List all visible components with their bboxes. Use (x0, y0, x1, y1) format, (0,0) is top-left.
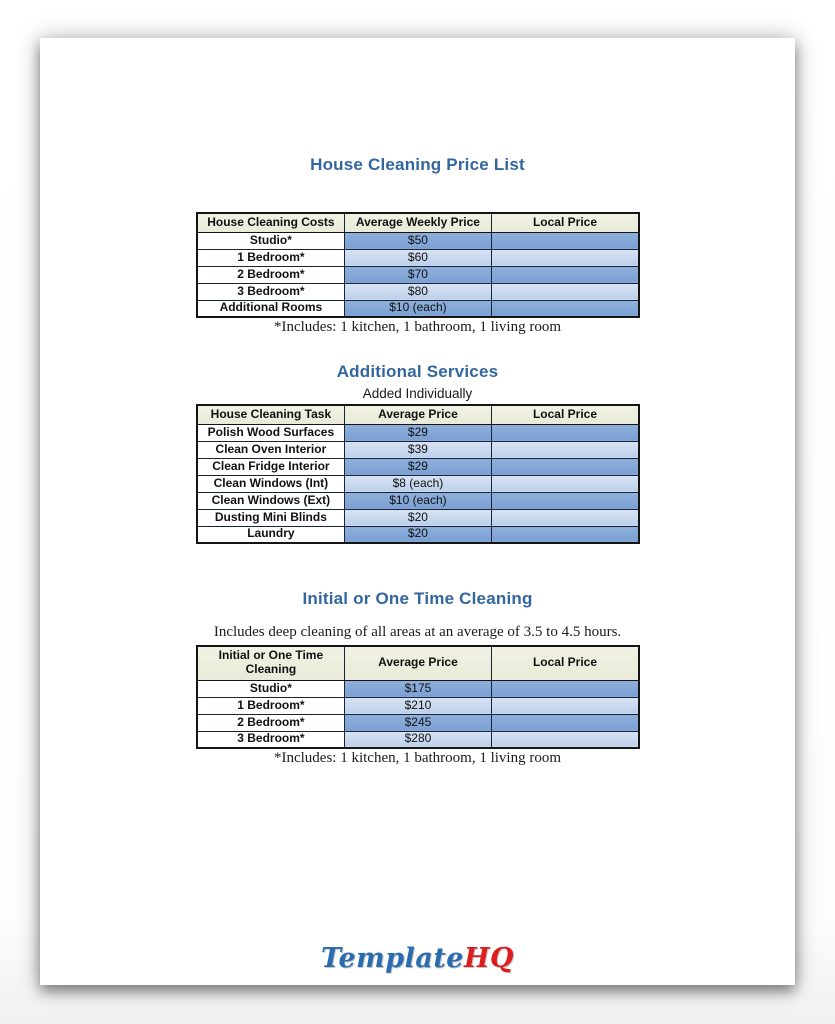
table-row (197, 424, 639, 441)
table-row (197, 300, 639, 317)
price-cell: $175 (344, 680, 491, 697)
template-hq-logo (40, 943, 795, 974)
logo-text-red: HQ (464, 943, 515, 974)
header-cell-one-time: Initial or One Time Cleaning (197, 646, 344, 680)
section3-subtitle: Includes deep cleaning of all areas at an average of 3.5 to 4.5 hours. (213, 624, 622, 640)
section2-title: Additional Services (336, 362, 499, 381)
price-cell: $20 (344, 509, 491, 526)
table-row (197, 526, 639, 543)
table-header-row (197, 213, 639, 232)
table-row (197, 283, 639, 300)
table-row (197, 731, 639, 748)
header-cell-task: House Cleaning Task (197, 405, 344, 424)
local-price-cell (492, 266, 639, 283)
section1-title: House Cleaning Price List (310, 155, 525, 174)
price-cell: $50 (344, 232, 491, 249)
header-cell-average: Average Price (344, 405, 491, 424)
section3-footnote: *Includes: 1 kitchen, 1 bathroom, 1 living room (273, 750, 562, 766)
price-cell: $210 (344, 697, 491, 714)
section3-title: Initial or One Time Cleaning (302, 589, 533, 608)
table-header-row (197, 405, 639, 424)
row-label-cell: Additional Rooms (197, 300, 344, 317)
header-cell-weekly: Average Weekly Price (344, 213, 491, 232)
local-price-cell (492, 458, 639, 475)
price-cell: $60 (344, 249, 491, 266)
table-row (197, 475, 639, 492)
local-price-cell (492, 509, 639, 526)
table-row (197, 492, 639, 509)
row-label-cell: 2 Bedroom* (197, 714, 344, 731)
header-cell-local: Local Price (492, 405, 639, 424)
header-cell-local: Local Price (492, 213, 639, 232)
row-label-cell: 2 Bedroom* (197, 266, 344, 283)
price-cell: $8 (each) (344, 475, 491, 492)
local-price-cell (492, 680, 639, 697)
price-cell: $20 (344, 526, 491, 543)
local-price-cell (492, 283, 639, 300)
row-label-cell: 1 Bedroom* (197, 249, 344, 266)
row-label-cell: 3 Bedroom* (197, 283, 344, 300)
table-row (197, 714, 639, 731)
section2-subtitle: Added Individually (362, 386, 473, 401)
local-price-cell (492, 475, 639, 492)
row-label-cell: Clean Fridge Interior (197, 458, 344, 475)
table-row (197, 458, 639, 475)
price-cell: $39 (344, 441, 491, 458)
table-row (197, 266, 639, 283)
row-label-cell: 1 Bedroom* (197, 697, 344, 714)
document-page (40, 38, 795, 985)
local-price-cell (492, 714, 639, 731)
row-label-cell: Clean Windows (Int) (197, 475, 344, 492)
price-cell: $10 (each) (344, 300, 491, 317)
section1-footnote: *Includes: 1 kitchen, 1 bathroom, 1 living room (273, 319, 562, 335)
header-cell-average: Average Price (344, 646, 491, 680)
row-label-cell: 3 Bedroom* (197, 731, 344, 748)
row-label-cell: Clean Oven Interior (197, 441, 344, 458)
table-row (197, 232, 639, 249)
price-cell: $29 (344, 458, 491, 475)
row-label-cell: Dusting Mini Blinds (197, 509, 344, 526)
local-price-cell (492, 249, 639, 266)
one-time-cleaning-table (196, 645, 640, 749)
table-row (197, 249, 639, 266)
price-cell: $70 (344, 266, 491, 283)
price-cell: $10 (each) (344, 492, 491, 509)
local-price-cell (492, 697, 639, 714)
local-price-cell (492, 232, 639, 249)
additional-services-table (196, 404, 640, 544)
table-row (197, 680, 639, 697)
local-price-cell (492, 526, 639, 543)
local-price-cell (492, 492, 639, 509)
header-cell-costs: House Cleaning Costs (197, 213, 344, 232)
weekly-price-table (196, 212, 640, 318)
table-row (197, 441, 639, 458)
header-cell-local: Local Price (492, 646, 639, 680)
local-price-cell (492, 731, 639, 748)
table-header-row (197, 646, 639, 680)
table-row (197, 697, 639, 714)
price-cell: $245 (344, 714, 491, 731)
local-price-cell (492, 424, 639, 441)
price-cell: $80 (344, 283, 491, 300)
row-label-cell: Studio* (197, 232, 344, 249)
price-cell: $280 (344, 731, 491, 748)
row-label-cell: Studio* (197, 680, 344, 697)
row-label-cell: Laundry (197, 526, 344, 543)
local-price-cell (492, 441, 639, 458)
row-label-cell: Clean Windows (Ext) (197, 492, 344, 509)
row-label-cell: Polish Wood Surfaces (197, 424, 344, 441)
table-row (197, 509, 639, 526)
local-price-cell (492, 300, 639, 317)
logo-text-blue: Template (320, 943, 464, 974)
price-cell: $29 (344, 424, 491, 441)
